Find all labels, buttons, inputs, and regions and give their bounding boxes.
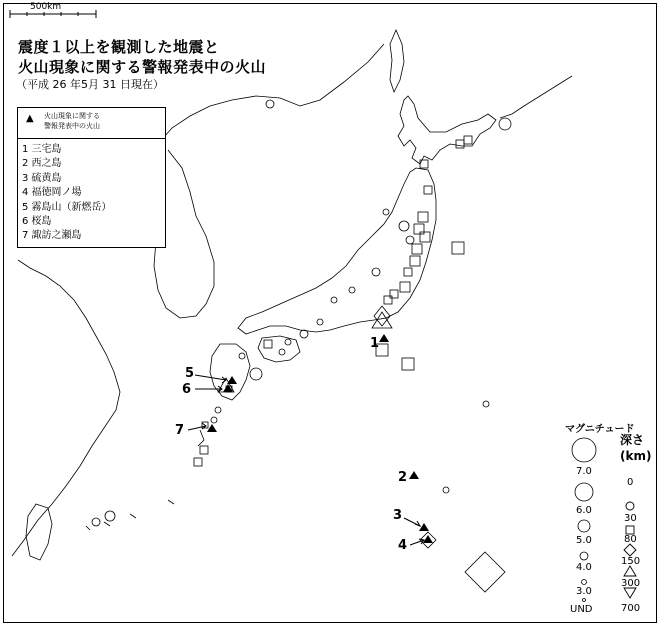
honshu-outline (238, 168, 436, 334)
volcano-label-5: 5 (185, 366, 195, 381)
depth-label-300: 300 (621, 578, 641, 589)
depth-label-0: 0 (627, 477, 634, 488)
depth-label-700: 700 (621, 603, 641, 614)
epicenters-intermediate (194, 136, 472, 466)
volcano-4-marker (423, 535, 433, 543)
mag-4-circle (580, 552, 588, 560)
volcano-label-2: 2 (398, 470, 408, 485)
mag-label-5: 5.0 (576, 535, 592, 546)
volcano-list-item: 7 諏訪之瀬島 (22, 230, 82, 242)
depth-label-30: 30 (624, 513, 637, 524)
volcano-label-1: 1 (370, 336, 380, 351)
map-title: 震度１以上を観測した地震と (18, 38, 220, 56)
legend-header-line2: 警報発表中の火山 (44, 122, 100, 130)
mag-label-und: UND (570, 604, 593, 615)
depth-legend-title: 深さ (620, 433, 645, 447)
volcano-3-marker (419, 523, 429, 531)
depth-legend-unit: (km) (620, 449, 652, 463)
depth-150-300-symbol (624, 566, 636, 576)
mag-3-circle (582, 580, 587, 585)
volcano-list-item: 5 霧島山（新燃岳） (22, 201, 112, 213)
legend-header (18, 108, 165, 139)
mag-label-6: 6.0 (576, 505, 592, 516)
depth-0-30-symbol (626, 502, 634, 510)
legend-header-line1: 火山現象に関する (44, 112, 100, 120)
volcano-2-marker (409, 471, 419, 479)
volcano-list (18, 139, 165, 244)
hokkaido-outline (398, 96, 496, 164)
volcano-7-marker (207, 424, 217, 432)
mag-6-circle (575, 483, 593, 501)
volcano-list-item: 2 西之島 (22, 158, 62, 170)
depth-80-150-symbol (624, 544, 636, 556)
scale-label: 500km (30, 2, 62, 12)
volcano-label-6: 6 (182, 382, 192, 397)
magnitude-legend-title: マグニチュード (565, 424, 635, 435)
volcano-label-4: 4 (398, 538, 408, 553)
epicenters-deep (374, 306, 505, 592)
map-subtitle: （平成 26 年5月 31 日現在） (16, 78, 164, 91)
sakhalin-outline (390, 30, 404, 92)
magnitude-circles (572, 438, 596, 602)
volcano-1-marker (379, 334, 389, 342)
volcano-legend (17, 107, 166, 248)
depth-label-150: 150 (621, 556, 641, 567)
volcano-triangle-icon: ▲ (26, 113, 34, 124)
kurils-outline (500, 76, 572, 118)
depth-300-700-symbol (624, 588, 636, 598)
mag-und-circle (583, 599, 586, 602)
volcano-list-item: 4 福徳岡ノ場 (22, 187, 82, 199)
depth-label-80: 80 (624, 534, 637, 545)
mag-label-7: 7.0 (576, 466, 592, 477)
mag-label-3: 3.0 (576, 586, 592, 597)
map-title-line2: 火山現象に関する警報発表中の火山 (18, 58, 267, 76)
volcano-list-item: 1 三宅島 (22, 144, 62, 155)
volcano-list-item: 6 桜島 (22, 216, 52, 228)
mag-label-4: 4.0 (576, 562, 592, 573)
epicenters-very-deep (218, 312, 392, 392)
mag-5-circle (578, 520, 590, 532)
volcano-label-3: 3 (393, 508, 403, 523)
mag-7-circle (572, 438, 596, 462)
volcano-5-marker (227, 376, 237, 384)
label-arrows (188, 375, 424, 545)
ryukyu-islands (86, 430, 204, 530)
volcano-list-item: 3 硫黄島 (22, 172, 62, 184)
mainland-coast (12, 260, 120, 556)
depth-30-80-symbol (626, 526, 634, 534)
volcano-label-7: 7 (175, 423, 185, 438)
